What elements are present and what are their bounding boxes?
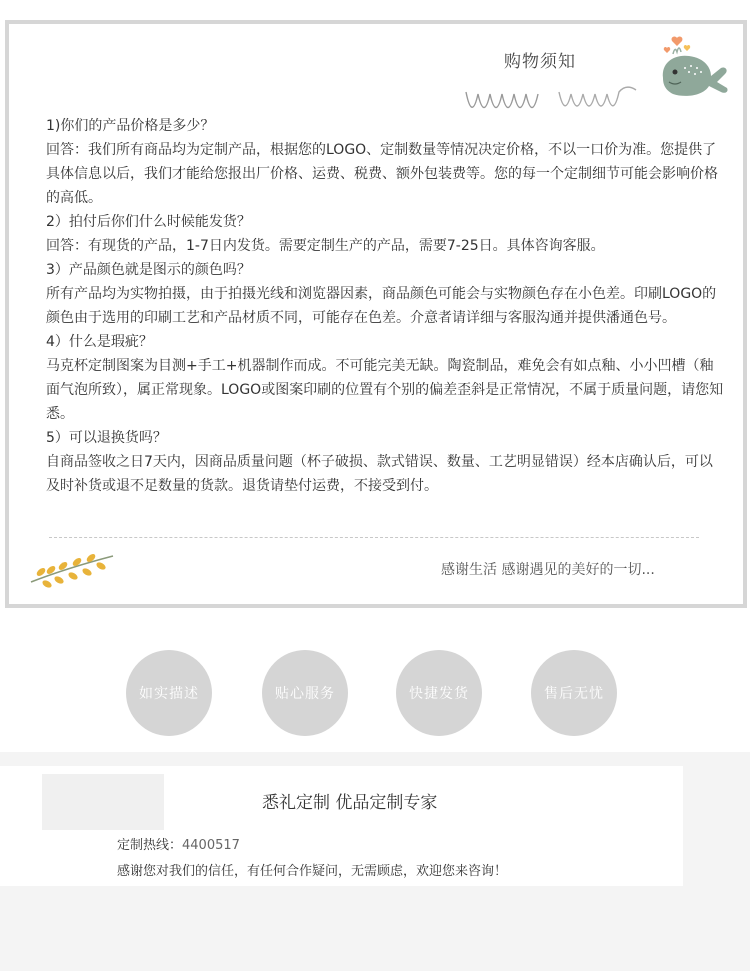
faq-answer: 所有产品均为实物拍摄，由于拍摄光线和浏览器因素，商品颜色可能会与实物颜色存在小色差。印刷LOGO的颜色由于选用的印刷工艺和产品材质不同，可能存在色差。介意者请详细与客服沟通并提供潘通色号。	[46, 286, 717, 326]
leaf-branch-icon	[27, 546, 117, 590]
service-after-sales: 售后无忧	[531, 650, 617, 736]
faq-question: 1)你们的产品价格是多少？	[46, 118, 215, 134]
faq-answer: 回答：有现货的产品，1-7日内发货。需要定制生产的产品，需要7-25日。具体咨询客服。	[46, 238, 605, 254]
faq-list	[46, 114, 726, 498]
faq-answer: 马克杯定制图案为目测+手工+机器制作而成。不可能完美无缺。陶瓷制品，难免会有如点釉、小小凹槽（釉面气泡所致），属正常现象。LOGO或图案印刷的位置有个别的偏差歪斜是正常情况，不属于质量问题，请您知悉。	[46, 358, 724, 422]
thanks-note: 感谢您对我们的信任，有任何合作疑问，无需顾虑，欢迎您来咨询！	[117, 864, 508, 879]
hotline	[117, 834, 240, 853]
service-accurate-description: 如实描述	[126, 650, 212, 736]
footer-band	[0, 752, 750, 971]
service-features	[0, 612, 750, 752]
shopping-notice-card	[5, 20, 747, 608]
brand-slogan: 悉礼定制 优品定制专家	[262, 793, 438, 813]
faq-answer: 自商品签收之日7天内，因商品质量问题（杯子破损、款式错误、数量、工艺明显错误）经本店确认后，可以及时补货或退不足数量的货款。退货请垫付运费，不接受到付。	[46, 454, 713, 494]
notice-title: 购物须知	[504, 52, 576, 72]
thanks-text: 感谢生活 感谢遇见的美好的一切...	[441, 562, 655, 578]
faq-question: 3）产品颜色就是图示的颜色吗？	[46, 262, 251, 278]
contact-card	[0, 766, 683, 886]
faq-question: 5）可以退换货吗？	[46, 430, 167, 446]
service-fast-shipping: 快捷发货	[396, 650, 482, 736]
hotline-label: 定制热线：	[117, 838, 183, 853]
hotline-number: 4400517	[182, 838, 240, 853]
faq-answer: 回答：我们所有商品均为定制产品，根据您的LOGO、定制数量等情况决定价格，不以一口价为准。您提供了具体信息以后，我们才能给您报出厂价格、运费、税费、额外包装费等。您的每一个定制细节可能会影响价格的高低。	[46, 142, 718, 206]
service-attentive: 贴心服务	[262, 650, 348, 736]
faq-question: 2）拍付后你们什么时候能发货？	[46, 214, 251, 230]
dashed-divider	[49, 537, 699, 538]
faq-question: 4）什么是瑕疵？	[46, 334, 153, 350]
logo-placeholder	[42, 774, 164, 830]
whale-icon	[655, 32, 735, 112]
